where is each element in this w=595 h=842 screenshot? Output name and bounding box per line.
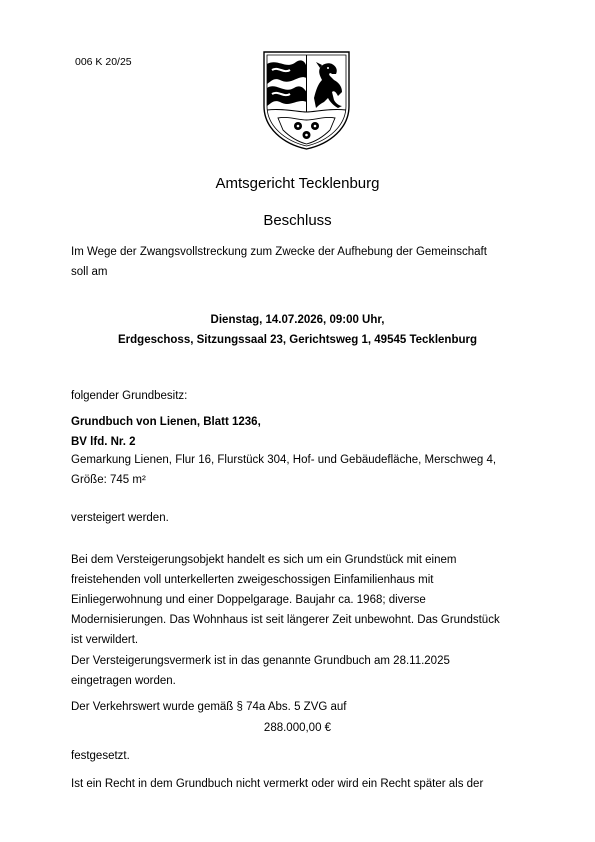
inventory-number: BV lfd. Nr. 2 xyxy=(71,436,136,448)
description-line: Modernisierungen. Das Wohnhaus ist seit längerer Zeit unbewohnt. Das Grundstück xyxy=(71,614,500,626)
description-line: Einliegerwohnung und einer Doppelgarage. Baujahr ca. 1968; diverse xyxy=(71,594,426,606)
parcel-description: Gemarkung Lienen, Flur 16, Flurstück 304, Hof- und Gebäudefläche, Merschweg 4, xyxy=(71,454,497,466)
land-register-entry: Grundbuch von Lienen, Blatt 1236, xyxy=(71,416,261,428)
case-number: 006 K 20/25 xyxy=(75,56,132,68)
auction-statement: versteigert werden. xyxy=(71,512,169,524)
intro-paragraph xyxy=(71,242,521,282)
auction-venue: Erdgeschoss, Sitzungssaal 23, Gerichtsweg 1, 49545 Tecklenburg xyxy=(118,334,477,346)
property-intro: folgender Grundbesitz: xyxy=(71,390,188,402)
market-value-amount: 288.000,00 € xyxy=(263,722,332,734)
auction-date: Dienstag, 14.07.2026, 09:00 Uhr, xyxy=(210,314,385,326)
description-line: Bei dem Versteigerungsobjekt handelt es sich um ein Grundstück mit einem xyxy=(71,554,457,566)
property-description xyxy=(71,550,521,650)
description-line: freistehenden voll unterkellerten zweigeschossigen Einfamilienhaus mit xyxy=(71,574,434,586)
intro-line: Im Wege der Zwangsvollstreckung zum Zwecke der Aufhebung der Gemeinschaft xyxy=(71,246,487,258)
intro-line: soll am xyxy=(71,266,108,278)
document-title: Beschluss xyxy=(263,212,332,229)
note-line: Der Versteigerungsvermerk ist in das genannte Grundbuch am 28.11.2025 xyxy=(71,655,450,667)
court-name: Amtsgericht Tecklenburg xyxy=(215,175,380,192)
note-line: eingetragen worden. xyxy=(71,675,176,687)
nrw-coat-of-arms-icon xyxy=(258,48,355,152)
auction-note xyxy=(71,651,521,691)
parcel-size: Größe: 745 m² xyxy=(71,474,146,486)
market-value-fixed: festgesetzt. xyxy=(71,750,130,762)
market-value-intro: Der Verkehrswert wurde gemäß § 74a Abs. 5 ZVG auf xyxy=(71,701,347,713)
description-line: ist verwildert. xyxy=(71,634,139,646)
rights-paragraph: Ist ein Recht in dem Grundbuch nicht vermerkt oder wird ein Recht später als der xyxy=(71,778,484,790)
